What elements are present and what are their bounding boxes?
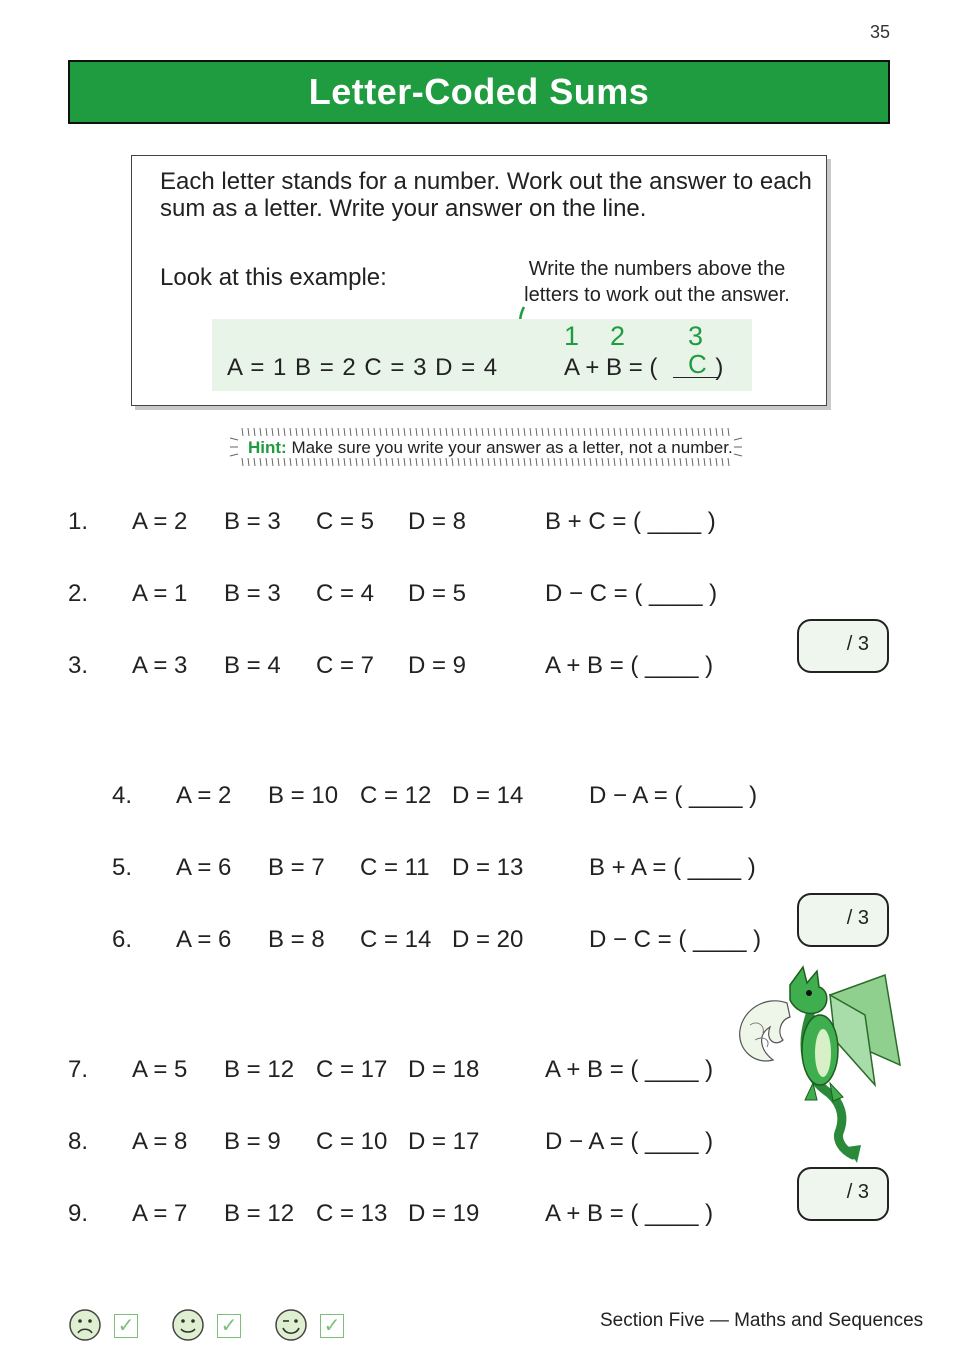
question-number: 5.: [112, 854, 133, 881]
score-text: / 3: [846, 633, 869, 655]
value-a: A = 6: [176, 854, 232, 881]
instructions-text: Each letter stands for a number. Work out the answer to each sum as a letter. Write your answer on the line.: [160, 168, 812, 222]
value-b: B = 7: [268, 854, 325, 881]
value-a: A = 7: [132, 1200, 188, 1227]
example-panel: [212, 319, 752, 391]
instructions-box: [131, 155, 827, 406]
value-d: D = 20: [452, 926, 524, 953]
example-answer: C: [688, 349, 707, 379]
example-sum: A + B = ( ): [564, 354, 724, 381]
checkmark-icon[interactable]: ✓: [320, 1314, 344, 1338]
value-b: B = 10: [268, 782, 339, 809]
question-number: 8.: [68, 1128, 89, 1155]
score-text: / 3: [846, 907, 869, 929]
page-number: 35: [870, 22, 891, 42]
value-b: B = 8: [268, 926, 325, 953]
example-lead: Look at this example:: [160, 264, 387, 291]
question-number: 4.: [112, 782, 133, 809]
score-text: / 3: [846, 1181, 869, 1203]
value-c: C = 13: [316, 1200, 388, 1227]
question-number: 6.: [112, 926, 133, 953]
value-b: B = 12: [224, 1056, 295, 1083]
question-number: 3.: [68, 652, 89, 679]
sum-answer[interactable]: D − C = ( ____ ): [545, 580, 718, 607]
value-d: D = 13: [452, 854, 524, 881]
question-number: 7.: [68, 1056, 89, 1083]
value-c: C = 11: [360, 854, 430, 881]
value-a: A = 2: [176, 782, 232, 809]
value-a: A = 3: [132, 652, 188, 679]
sum-answer[interactable]: B + C = ( ____ ): [545, 508, 716, 535]
value-c: C = 17: [316, 1056, 388, 1083]
sum-answer[interactable]: D − C = ( ____ ): [589, 926, 762, 953]
score-box[interactable]: [797, 893, 889, 947]
value-d: D = 8: [408, 508, 467, 535]
value-d: D = 5: [408, 580, 467, 607]
sum-answer[interactable]: D − A = ( ____ ): [589, 782, 758, 809]
score-box[interactable]: [797, 1167, 889, 1221]
value-a: A = 8: [132, 1128, 188, 1155]
example-number-3: 3: [688, 321, 704, 351]
footer-section-label: Section Five — Maths and Sequences: [600, 1310, 924, 1331]
title-banner: [68, 60, 890, 124]
value-c: C = 4: [316, 580, 375, 607]
value-b: B = 3: [224, 508, 281, 535]
value-b: B = 12: [224, 1200, 295, 1227]
example-values: A = 1 B = 2 C = 3 D = 4: [227, 354, 498, 381]
value-c: C = 12: [360, 782, 432, 809]
sum-answer[interactable]: D − A = ( ____ ): [545, 1128, 714, 1155]
sum-answer[interactable]: B + A = ( ____ ): [589, 854, 756, 881]
checkmark-icon[interactable]: ✓: [217, 1314, 241, 1338]
question-number: 2.: [68, 580, 89, 607]
example-number-2: 2: [610, 321, 626, 351]
value-a: A = 6: [176, 926, 232, 953]
hint-label: Hint:: [248, 438, 287, 457]
value-d: D = 14: [452, 782, 524, 809]
value-d: D = 18: [408, 1056, 480, 1083]
happy-face-icon[interactable]: [274, 1308, 308, 1342]
question-number: 1.: [68, 508, 89, 535]
example-note: Write the numbers above the letters to work out the answer.: [524, 258, 790, 306]
neutral-face-icon[interactable]: [171, 1308, 205, 1342]
sad-face-icon[interactable]: [68, 1308, 102, 1342]
dragon-illustration: [735, 965, 905, 1165]
hint-text: Make sure you write your answer as a letter, not a number.: [286, 438, 733, 457]
example-number-1: 1: [564, 321, 580, 351]
hint: [248, 438, 733, 458]
page-title: Letter-Coded Sums: [308, 71, 650, 112]
question-number: 9.: [68, 1200, 89, 1227]
value-a: A = 5: [132, 1056, 188, 1083]
sum-answer[interactable]: A + B = ( ____ ): [545, 1200, 714, 1227]
sum-answer[interactable]: A + B = ( ____ ): [545, 652, 714, 679]
sum-answer[interactable]: A + B = ( ____ ): [545, 1056, 714, 1083]
value-a: A = 2: [132, 508, 188, 535]
checkmark-icon[interactable]: ✓: [114, 1314, 138, 1338]
value-c: C = 5: [316, 508, 375, 535]
value-b: B = 4: [224, 652, 281, 679]
value-a: A = 1: [132, 580, 188, 607]
value-c: C = 14: [360, 926, 432, 953]
value-d: D = 9: [408, 652, 467, 679]
value-c: C = 7: [316, 652, 375, 679]
value-c: C = 10: [316, 1128, 388, 1155]
value-d: D = 17: [408, 1128, 480, 1155]
value-b: B = 9: [224, 1128, 281, 1155]
score-box[interactable]: [797, 619, 889, 673]
value-b: B = 3: [224, 580, 281, 607]
value-d: D = 19: [408, 1200, 480, 1227]
